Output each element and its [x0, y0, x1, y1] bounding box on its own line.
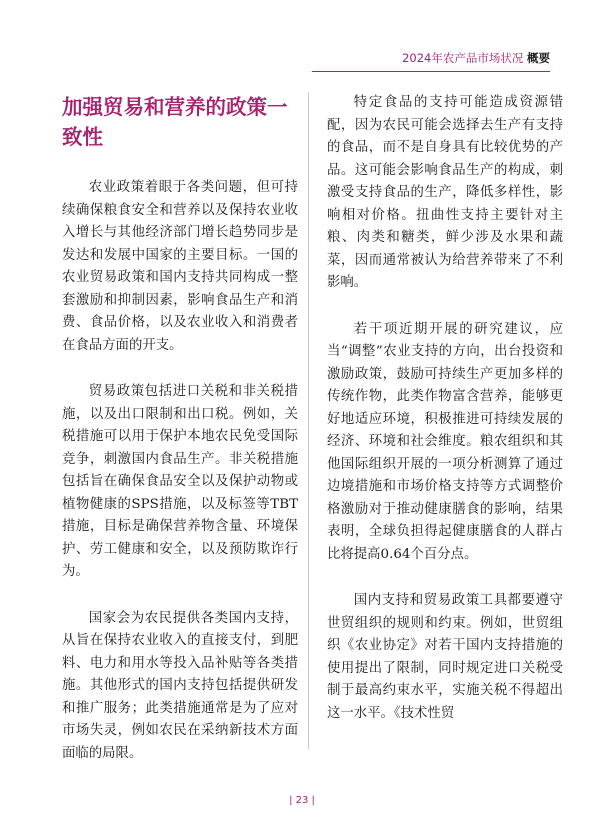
paragraph: 若干项近期开展的研究建议，应当“调整”农业支持的方向，出台投资和激励政策，鼓励可持续生产更加多样的传统作物，此类作物富含营养，能够更好地适应环境，积极推进可持续发展的经济、环境和社会维度。粮农组织和其他国际组织开展的一项分析测算了通过边境措施和市场价格支持等方式调整价格激励对于推动健康膳食的影响，结果表明，全球负担得起健康膳食的人群占比将提高0.64个百分点。	[327, 321, 563, 562]
paragraph: 贸易政策包括进口关税和非关税措施，以及出口限制和出口税。例如，关税措施可以用于保护本地农民免受国际竞争，刺激国内食品生产。非关税措施包括旨在确保食品安全以及保护动物或植物健康的SPS措施，以及标签等TBT措施，目标是确保营养物含量、环境保护、劳工健康和安全，以及预防欺诈行为。	[62, 384, 298, 579]
paragraph: 农业政策着眼于各类问题，但可持续确保粮食安全和营养以及保持农业收入增长与其他经济部门增长趋势同步是发达和发展中国家的主要目标。一国的农业贸易政策和国内支持共同构成一整套激励和抑制因素，影响食品生产和消费、食品价格，以及农业收入和消费者在食品方面的开支。	[62, 180, 298, 353]
paragraph: 国内支持和贸易政策工具都要遵守世贸组织的规则和约束。例如，世贸组织《农业协定》对若干国内支持措施的使用提出了限制，同时规定进口关税受制于最高约束水平，实施关税不得超出这一水平。《技术性贸	[327, 593, 563, 721]
right-column	[327, 92, 563, 749]
left-column	[62, 92, 298, 789]
page-number: | 23 |	[289, 795, 315, 806]
paragraph: 特定食品的支持可能造成资源错配，因为农民可能会选择去生产有支持的食品，而不是自身具有比较优势的产品。这可能会影响食品生产的构成，刺激受支持食品的生产，降低多样性，影响相对价格。扭曲性支持主要针对主粮、肉类和糖类，鲜少涉及水果和蔬菜，因而通常被认为给营养带来了不利影响。	[327, 95, 563, 290]
column-divider	[308, 92, 309, 749]
publication-title: 2024年农产品市场状况	[402, 51, 524, 65]
section-title: 概要	[527, 51, 550, 65]
section-heading: 加强贸易和营养的政策一致性	[62, 95, 288, 149]
running-header	[402, 50, 550, 66]
header-rule	[312, 71, 550, 72]
paragraph: 国家会为农民提供各类国内支持，从旨在保持农业收入的直接支付，到肥料、电力和用水等投入品补贴等各类措施。其他形式的国内支持包括提供研发和推广服务；此类措施通常是为了应对市场失灵，例如农民在采纳新技术方面面临的局限。	[62, 610, 298, 761]
